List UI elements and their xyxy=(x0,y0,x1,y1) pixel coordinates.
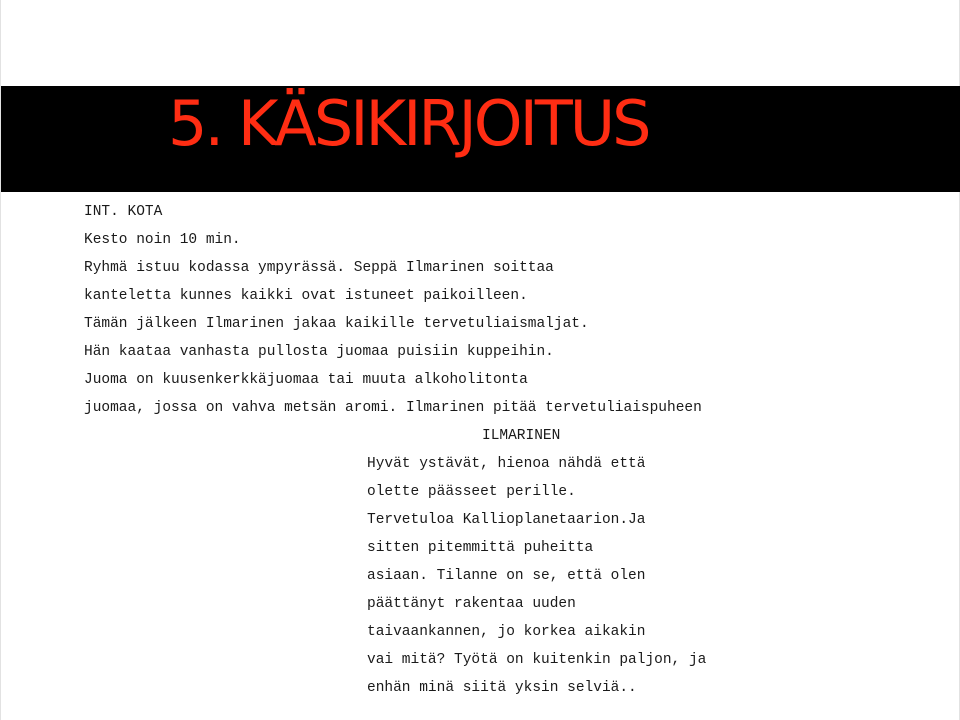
dialogue-line: asiaan. Tilanne on se, että olen xyxy=(367,568,646,584)
dialogue-line: olette päässeet perille. xyxy=(367,484,576,500)
action-line: kanteletta kunnes kaikki ovat istuneet paikoilleen. xyxy=(84,288,528,304)
action-line: Hän kaataa vanhasta pullosta juomaa puisiin kuppeihin. xyxy=(84,344,554,360)
action-line: Ryhmä istuu kodassa ympyrässä. Seppä Ilmarinen soittaa xyxy=(84,260,554,276)
character-name: ILMARINEN xyxy=(482,428,561,444)
dialogue-line: taivaankannen, jo korkea aikakin xyxy=(367,624,646,640)
dialogue-line: vai mitä? Työtä on kuitenkin paljon, ja xyxy=(367,652,707,668)
dialogue-line: sitten pitemmittä puheitta xyxy=(367,540,594,556)
screenplay-text xyxy=(1,198,960,702)
action-line: juomaa, jossa on vahva metsän aromi. Ilmarinen pitää tervetuliaispuheen xyxy=(84,400,702,416)
dialogue-line: Tervetuloa Kallioplanetaarion.Ja xyxy=(367,512,646,528)
dialogue-line: päättänyt rakentaa uuden xyxy=(367,596,576,612)
dialogue-line: enhän minä siitä yksin selviä.. xyxy=(367,680,637,696)
slide-title: 5. KÄSIKIRJOITUS xyxy=(168,87,649,160)
action-line: Kesto noin 10 min. xyxy=(84,232,241,248)
action-line: Tämän jälkeen Ilmarinen jakaa kaikille tervetuliaismaljat. xyxy=(84,316,589,332)
scene-heading: INT. KOTA xyxy=(84,204,163,220)
dialogue-line: Hyvät ystävät, hienoa nähdä että xyxy=(367,456,646,472)
action-line: Juoma on kuusenkerkkäjuomaa tai muuta alkoholitonta xyxy=(84,372,528,388)
